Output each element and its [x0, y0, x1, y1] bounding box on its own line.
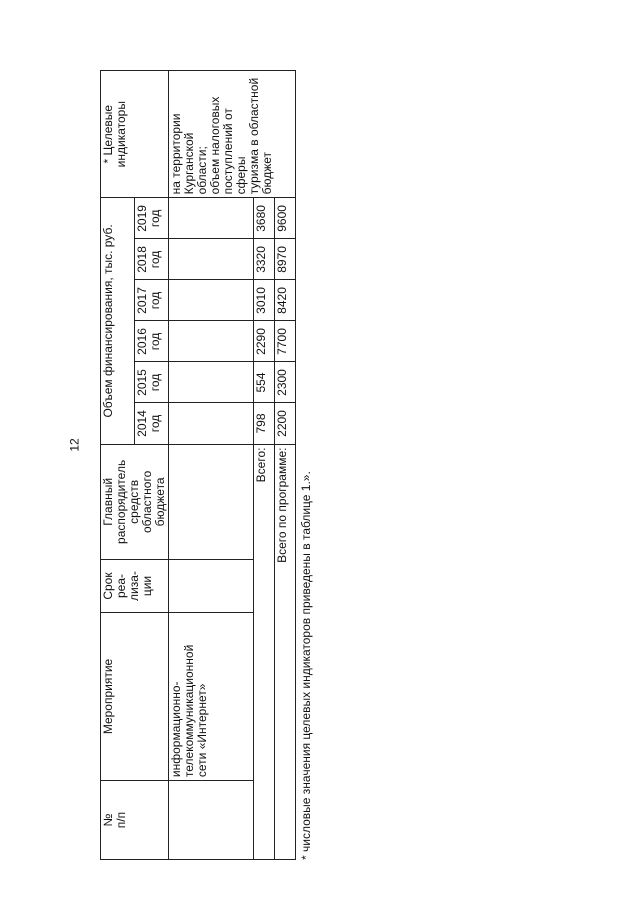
table-row — [169, 71, 254, 860]
header-funding: Объем финансирования, тыс. руб. — [101, 198, 135, 444]
total-value: 2290 — [254, 321, 275, 362]
header-year: 2015 год — [135, 362, 169, 403]
header-year: 2017 год — [135, 280, 169, 321]
grand-total-value: 8420 — [275, 280, 296, 321]
header-num: № п/п — [101, 781, 169, 860]
header-year: 2018 год — [135, 239, 169, 280]
header-year: 2019 год — [135, 198, 169, 239]
header-indicators: * Целевые индикаторы — [101, 71, 169, 198]
row-term — [169, 560, 254, 613]
header-manager: Главный распорядитель средств областного бюджета — [101, 444, 169, 560]
total-label: Всего: — [254, 444, 275, 859]
row-value — [169, 321, 254, 362]
row-value — [169, 239, 254, 280]
program-table — [100, 70, 296, 860]
header-year: 2014 год — [135, 403, 169, 444]
header-year: 2016 год — [135, 321, 169, 362]
grand-total-value: 7700 — [275, 321, 296, 362]
grand-total-value: 2200 — [275, 403, 296, 444]
total-value: 3320 — [254, 239, 275, 280]
total-value: 554 — [254, 362, 275, 403]
grand-total-label: Всего по программе: — [275, 444, 296, 859]
total-value: 798 — [254, 403, 275, 444]
row-value — [169, 198, 254, 239]
row-value — [169, 280, 254, 321]
grand-total-value: 9600 — [275, 198, 296, 239]
row-value — [169, 403, 254, 444]
row-value — [169, 362, 254, 403]
row-num — [169, 781, 254, 860]
header-event: Мероприятие — [101, 612, 169, 780]
grand-total-value: 8970 — [275, 239, 296, 280]
grand-total-value: 2300 — [275, 362, 296, 403]
row-manager — [169, 444, 254, 560]
page-number: 12 — [67, 438, 82, 452]
row-indicators: на территории Курганской области; объем налоговых поступлений от сферы туризма в областной бюджет — [169, 71, 296, 198]
total-value: 3010 — [254, 280, 275, 321]
row-event: информационно- телекоммуникационной сети «Интернет» — [169, 612, 254, 780]
total-value: 3680 — [254, 198, 275, 239]
header-term: Срок реа- лиза- ции — [101, 560, 169, 613]
footnote: * числовые значения целевых индикаторов приведены в таблице 1.». — [299, 471, 313, 860]
rotated-page-content — [100, 70, 330, 860]
table-header-row — [101, 71, 135, 860]
